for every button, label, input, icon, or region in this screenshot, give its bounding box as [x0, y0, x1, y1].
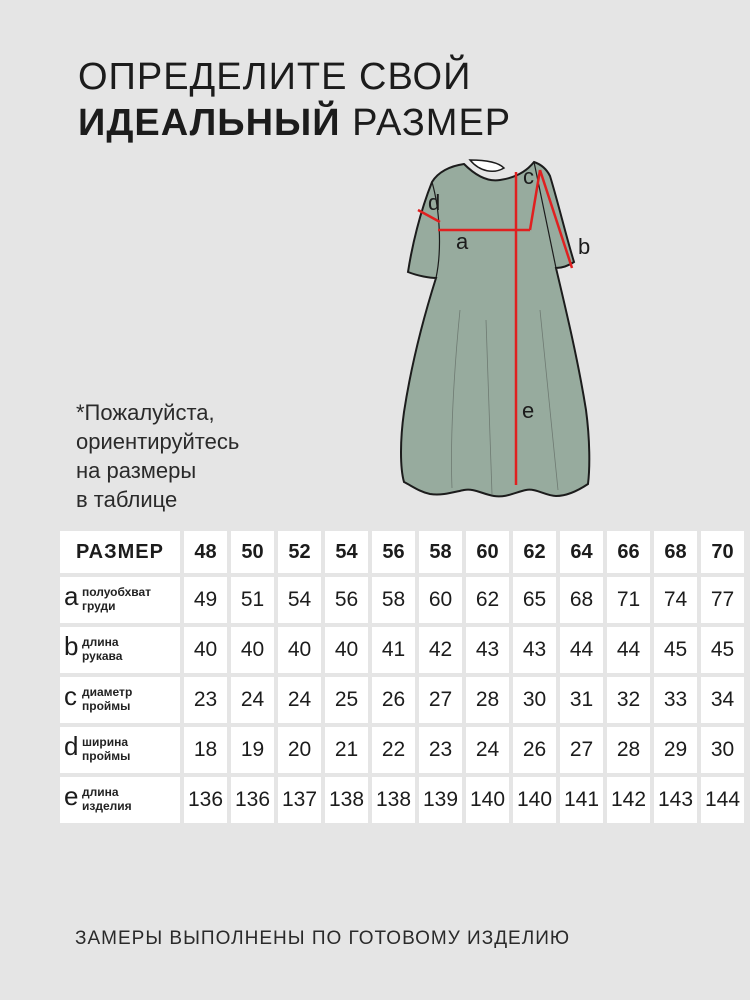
row-description-line: изделия — [82, 799, 132, 813]
label-b: b — [578, 234, 591, 259]
table-cell: 77 — [701, 577, 744, 623]
title-bold-word: ИДЕАЛЬНЫЙ — [78, 102, 341, 144]
size-header-label: РАЗМЕР — [60, 531, 180, 573]
table-cell: 54 — [278, 577, 321, 623]
size-header-cell: 52 — [278, 531, 321, 573]
table-cell: 137 — [278, 777, 321, 823]
table-cell: 30 — [513, 677, 556, 723]
table-cell: 32 — [607, 677, 650, 723]
size-header-cell: 54 — [325, 531, 368, 573]
row-label — [60, 577, 180, 623]
table-header-row — [60, 531, 744, 573]
size-header-cell: 64 — [560, 531, 603, 573]
table-cell: 24 — [466, 727, 509, 773]
row-letter: a — [64, 581, 79, 611]
table-row — [60, 627, 744, 673]
table-cell: 24 — [231, 677, 274, 723]
table-cell: 40 — [325, 627, 368, 673]
table-cell: 18 — [184, 727, 227, 773]
table-cell: 43 — [466, 627, 509, 673]
table-cell: 60 — [419, 577, 462, 623]
table-cell: 33 — [654, 677, 697, 723]
table-cell: 23 — [419, 727, 462, 773]
table-cell: 138 — [372, 777, 415, 823]
row-description-line: проймы — [82, 699, 131, 713]
table-cell: 28 — [607, 727, 650, 773]
table-cell: 65 — [513, 577, 556, 623]
title-line-1: ОПРЕДЕЛИТЕ СВОЙ — [78, 56, 472, 98]
table-cell: 40 — [231, 627, 274, 673]
table-cell: 42 — [419, 627, 462, 673]
table-cell: 51 — [231, 577, 274, 623]
title-line-2 — [78, 100, 511, 146]
size-header-cell: 68 — [654, 531, 697, 573]
size-header-cell: 56 — [372, 531, 415, 573]
table-cell: 26 — [372, 677, 415, 723]
table-cell: 142 — [607, 777, 650, 823]
row-letter: b — [64, 631, 79, 661]
size-header-cell: 50 — [231, 531, 274, 573]
table-cell: 140 — [513, 777, 556, 823]
size-header-cell: 70 — [701, 531, 744, 573]
table-cell: 44 — [607, 627, 650, 673]
label-d: d — [428, 190, 441, 215]
table-cell: 19 — [231, 727, 274, 773]
table-cell: 143 — [654, 777, 697, 823]
table-cell: 23 — [184, 677, 227, 723]
table-cell: 30 — [701, 727, 744, 773]
table-cell: 20 — [278, 727, 321, 773]
dress-diagram — [390, 150, 620, 510]
table-cell: 40 — [278, 627, 321, 673]
table-row — [60, 777, 744, 823]
table-cell: 21 — [325, 727, 368, 773]
row-description-line: полуобхват — [82, 585, 152, 599]
row-label — [60, 677, 180, 723]
table-cell: 44 — [560, 627, 603, 673]
row-label — [60, 727, 180, 773]
footer-note: ЗАМЕРЫ ВЫПОЛНЕНЫ ПО ГОТОВОМУ ИЗДЕЛИЮ — [75, 928, 571, 949]
row-description-line: проймы — [82, 749, 131, 763]
row-description — [82, 685, 132, 713]
row-description — [82, 785, 132, 813]
table-cell: 68 — [560, 577, 603, 623]
table-cell: 25 — [325, 677, 368, 723]
size-header-cell: 60 — [466, 531, 509, 573]
size-header-cell: 48 — [184, 531, 227, 573]
row-description-line: груди — [82, 599, 116, 613]
row-label — [60, 627, 180, 673]
table-cell: 34 — [701, 677, 744, 723]
row-label — [60, 777, 180, 823]
row-description-line: диаметр — [82, 685, 133, 699]
table-cell: 49 — [184, 577, 227, 623]
label-a: a — [456, 229, 469, 254]
table-cell: 40 — [184, 627, 227, 673]
size-header-cell: 66 — [607, 531, 650, 573]
table-cell: 31 — [560, 677, 603, 723]
row-description-line: длина — [82, 635, 119, 649]
table-cell: 22 — [372, 727, 415, 773]
size-header-cell: 58 — [419, 531, 462, 573]
table-cell: 56 — [325, 577, 368, 623]
table-cell: 58 — [372, 577, 415, 623]
table-row — [60, 727, 744, 773]
table-cell: 141 — [560, 777, 603, 823]
size-header-cell: 62 — [513, 531, 556, 573]
table-cell: 27 — [560, 727, 603, 773]
row-letter: c — [64, 681, 77, 711]
note-line: *Пожалуйста, — [76, 400, 215, 425]
table-cell: 27 — [419, 677, 462, 723]
table-cell: 41 — [372, 627, 415, 673]
note-line: в таблице — [76, 487, 178, 512]
table-cell: 29 — [654, 727, 697, 773]
table-cell: 45 — [701, 627, 744, 673]
note-line: ориентируйтесь — [76, 429, 240, 454]
title-rest: РАЗМЕР — [340, 102, 512, 144]
label-e: e — [522, 398, 535, 423]
table-cell: 138 — [325, 777, 368, 823]
table-cell: 139 — [419, 777, 462, 823]
table-cell: 71 — [607, 577, 650, 623]
table-row — [60, 577, 744, 623]
page-title — [78, 54, 511, 146]
row-description-line: ширина — [82, 735, 129, 749]
table-cell: 74 — [654, 577, 697, 623]
table-cell: 62 — [466, 577, 509, 623]
row-description — [82, 635, 122, 663]
table-cell: 140 — [466, 777, 509, 823]
sizing-note — [76, 398, 239, 514]
row-description-line: длина — [82, 785, 119, 799]
label-c: c — [523, 164, 534, 189]
collar — [470, 160, 504, 171]
row-letter: d — [64, 731, 79, 761]
table-cell: 26 — [513, 727, 556, 773]
note-line: на размеры — [76, 458, 197, 483]
row-letter: e — [64, 781, 79, 811]
table-cell: 24 — [278, 677, 321, 723]
table-cell: 43 — [513, 627, 556, 673]
size-table — [56, 527, 748, 827]
table-cell: 136 — [231, 777, 274, 823]
table-cell: 45 — [654, 627, 697, 673]
table-cell: 28 — [466, 677, 509, 723]
table-cell: 144 — [701, 777, 744, 823]
row-description-line: рукава — [82, 649, 123, 663]
table-row — [60, 677, 744, 723]
row-description — [82, 585, 151, 613]
row-description — [82, 735, 130, 763]
table-cell: 136 — [184, 777, 227, 823]
